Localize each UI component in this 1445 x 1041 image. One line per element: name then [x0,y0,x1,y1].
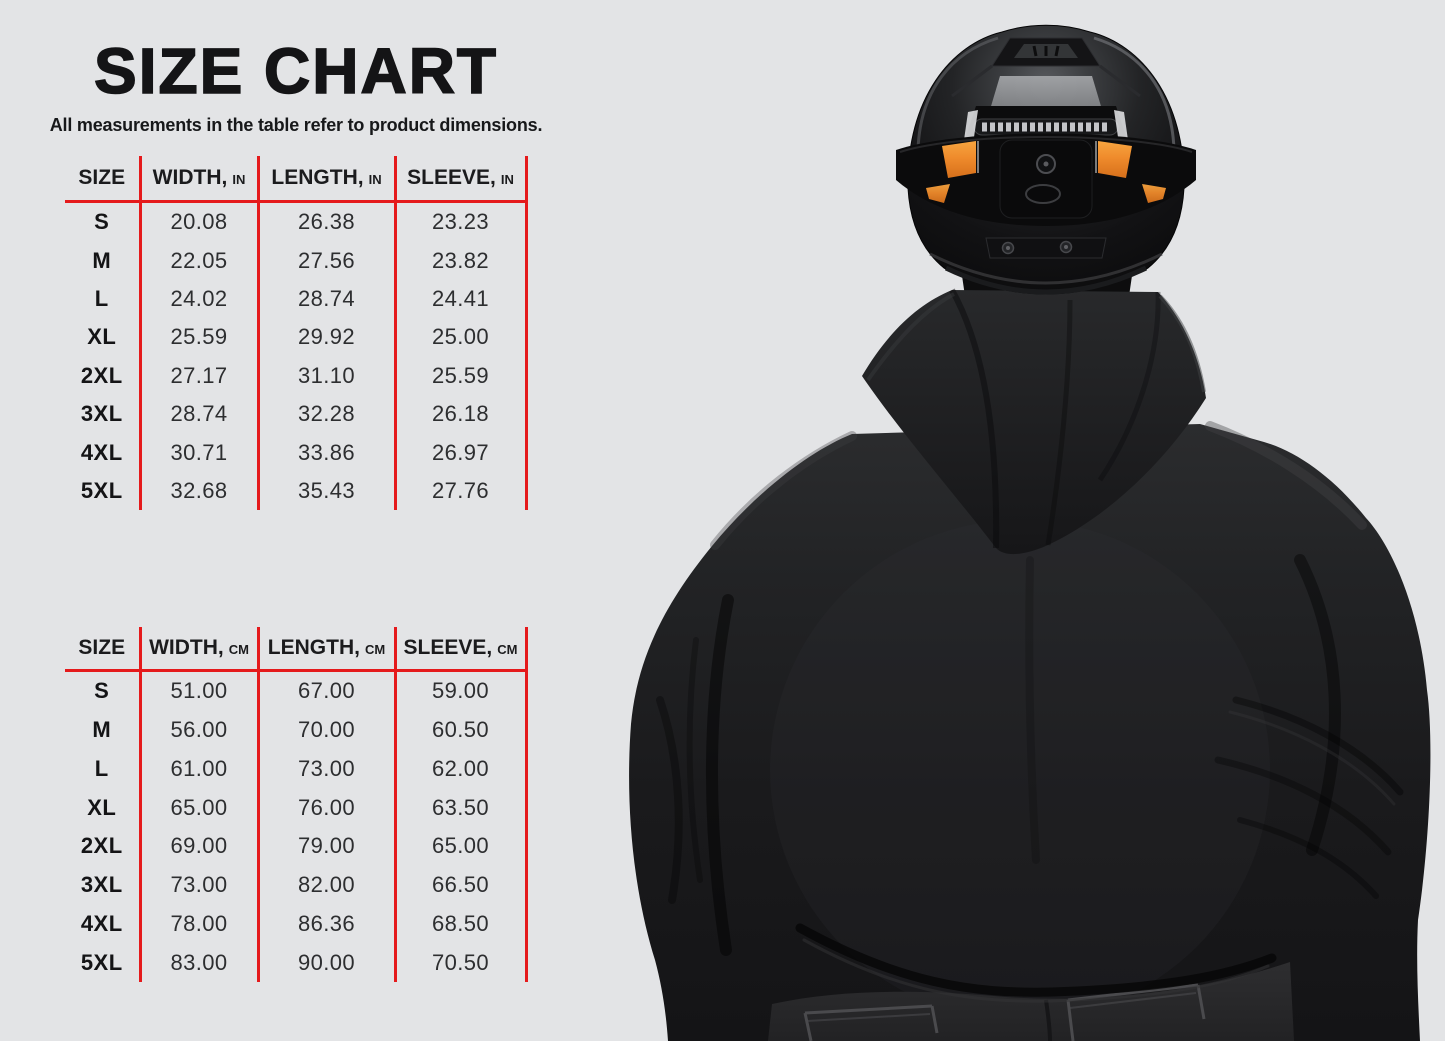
col-header-length: LENGTH, CM [258,627,395,671]
size-cell: 2XL [80,362,123,388]
table-row [65,671,526,711]
length-cell: 28.74 [258,280,395,318]
header-block [40,35,552,136]
length-cell: 79.00 [258,827,395,866]
width-cell: 27.17 [140,357,258,395]
size-cell: 3XL [80,401,123,427]
width-cell: 83.00 [140,943,258,982]
width-cell: 69.00 [140,827,258,866]
width-cell: 51.00 [140,671,258,711]
page-subtitle: All measurements in the table refer to product dimensions. [49,115,543,136]
sleeve-cell: 63.50 [395,788,526,827]
table-row [65,750,526,789]
table-row [65,472,526,510]
sleeve-cell: 27.76 [395,472,526,510]
helmet-center-module [1000,140,1092,218]
size-cell: 4XL [80,910,123,936]
width-cell: 20.08 [140,202,258,242]
width-cell: 32.68 [140,472,258,510]
col-header-width: WIDTH, IN [140,156,258,202]
length-cell: 76.00 [258,788,395,827]
table-row [65,943,526,982]
size-cell: M [92,717,112,743]
sleeve-cell: 26.97 [395,433,526,471]
table-row [65,202,526,242]
length-cell: 35.43 [258,472,395,510]
table-row [65,241,526,279]
table-row [65,711,526,750]
sleeve-cell: 23.23 [395,202,526,242]
table-row [65,280,526,318]
size-cell: L [94,755,109,781]
length-cell: 27.56 [258,241,395,279]
size-cell: XL [87,794,117,820]
width-cell: 65.00 [140,788,258,827]
length-cell: 31.10 [258,357,395,395]
width-cell: 25.59 [140,318,258,356]
sleeve-cell: 59.00 [395,671,526,711]
size-cell: 4XL [80,439,123,465]
width-cell: 28.74 [140,395,258,433]
sleeve-cell: 68.50 [395,905,526,944]
sleeve-cell: 62.00 [395,750,526,789]
sleeve-cell: 66.50 [395,866,526,905]
size-table-inches [65,156,528,510]
length-cell: 29.92 [258,318,395,356]
table-row [65,905,526,944]
width-cell: 78.00 [140,905,258,944]
size-cell: S [94,678,110,704]
length-cell: 70.00 [258,711,395,750]
sleeve-cell: 60.50 [395,711,526,750]
helmet [896,25,1196,294]
size-table-centimeters [65,627,528,982]
back-sheen [770,520,1270,1020]
size-cell: S [94,209,110,235]
table-row [65,788,526,827]
size-cell: 2XL [80,833,123,859]
size-cell: 3XL [80,872,123,898]
width-cell: 61.00 [140,750,258,789]
length-cell: 26.38 [258,202,395,242]
col-header-size: SIZE [65,156,140,202]
sleeve-cell: 25.59 [395,357,526,395]
length-cell: 32.28 [258,395,395,433]
width-cell: 73.00 [140,866,258,905]
sleeve-cell: 65.00 [395,827,526,866]
width-cell: 24.02 [140,280,258,318]
col-header-width: WIDTH, CM [140,627,258,671]
width-cell: 56.00 [140,711,258,750]
col-header-sleeve: SLEEVE, IN [395,156,526,202]
col-header-size: SIZE [65,627,140,671]
sleeve-cell: 70.50 [395,943,526,982]
header-row [65,156,526,202]
table-row [65,433,526,471]
orange-reflector-right [1098,141,1132,178]
length-cell: 33.86 [258,433,395,471]
size-cell: M [92,247,112,273]
width-cell: 22.05 [140,241,258,279]
size-cell: XL [87,324,117,350]
col-header-sleeve: SLEEVE, CM [395,627,526,671]
table-row [65,357,526,395]
sleeve-cell: 24.41 [395,280,526,318]
page-title: SIZE CHART [94,35,498,107]
sleeve-cell: 26.18 [395,395,526,433]
size-cell: 5XL [80,949,123,975]
width-cell: 30.71 [140,433,258,471]
size-cell: 5XL [80,477,123,503]
size-cell: L [94,285,109,311]
length-cell: 67.00 [258,671,395,711]
orange-reflector-left [942,141,976,178]
length-cell: 73.00 [258,750,395,789]
table-row [65,318,526,356]
sleeve-cell: 23.82 [395,241,526,279]
length-cell: 82.00 [258,866,395,905]
sleeve-cell: 25.00 [395,318,526,356]
table-row [65,827,526,866]
length-cell: 86.36 [258,905,395,944]
col-header-length: LENGTH, IN [258,156,395,202]
table-row [65,395,526,433]
table-row [65,866,526,905]
model-photo [600,0,1445,1041]
length-cell: 90.00 [258,943,395,982]
header-row [65,627,526,671]
